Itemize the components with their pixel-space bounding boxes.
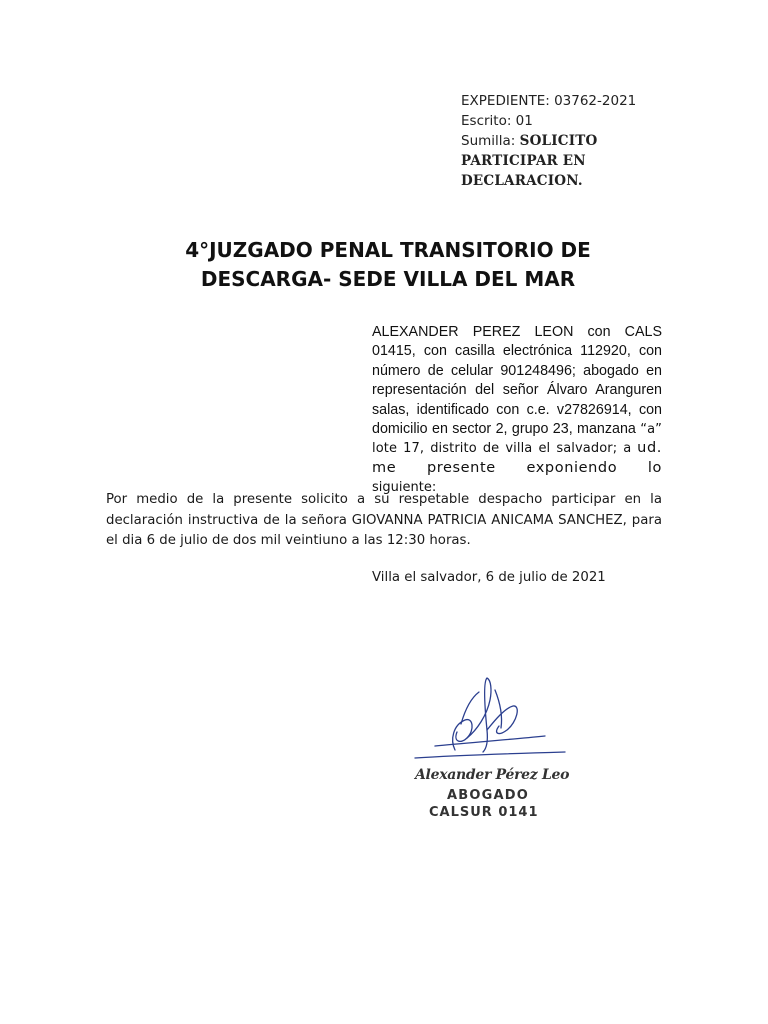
signature-scribble-icon (395, 670, 595, 770)
sumilla-label: Sumilla: (461, 133, 520, 149)
expediente-number: EXPEDIENTE: 03762-2021 (461, 93, 637, 109)
sumilla-value-line2: PARTICIPAR EN (461, 153, 586, 169)
sumilla-value-line1: SOLICITO (519, 133, 598, 149)
presentation-part3: “a” lote 17, distrito de villa el salvador; a (372, 422, 662, 457)
place-date: Villa el salvador, 6 de julio de 2021 (372, 570, 606, 585)
court-title-line2: DESCARGA- SEDE VILLA DEL MAR (200, 267, 576, 291)
stamp-name: Alexander Pérez Leo (415, 767, 570, 783)
presentation-part4: ud. me presente exponiendo lo (372, 440, 662, 476)
stamp-registration: CALSUR 0141 (429, 805, 539, 820)
presentation-paragraph (372, 323, 662, 498)
request-paragraph: Por medio de la presente solicito a su respetable despacho participar en la declaración instructiva de la señora GIOVANNA PATRICIA ANICAMA SANCHEZ, para el dia 6 de julio de dos mil veintiuno a las 12:30 horas. (106, 492, 662, 548)
sumilla (461, 131, 636, 151)
presentation-part2: , identificado con c.e. v27826914, con domicilio en sector 2, grupo 23, manzana (372, 401, 662, 438)
signature-block (395, 670, 595, 830)
presentation-part5: siguiente: (372, 480, 437, 496)
court-title (120, 236, 656, 294)
escrito-number: Escrito: 01 (461, 113, 533, 129)
court-title-line1: 4°JUZGADO PENAL TRANSITORIO DE (185, 238, 591, 262)
presentation-part1: ALEXANDER PEREZ LEON con CALS 01415, con casilla electrónica 112920, con número de celular 901248496; abogado en representación del señor Álvaro Aranguren salas (372, 324, 662, 418)
stamp-title: ABOGADO (447, 788, 529, 803)
case-header (461, 91, 636, 191)
sumilla-value-line3: DECLARACION. (461, 173, 583, 189)
